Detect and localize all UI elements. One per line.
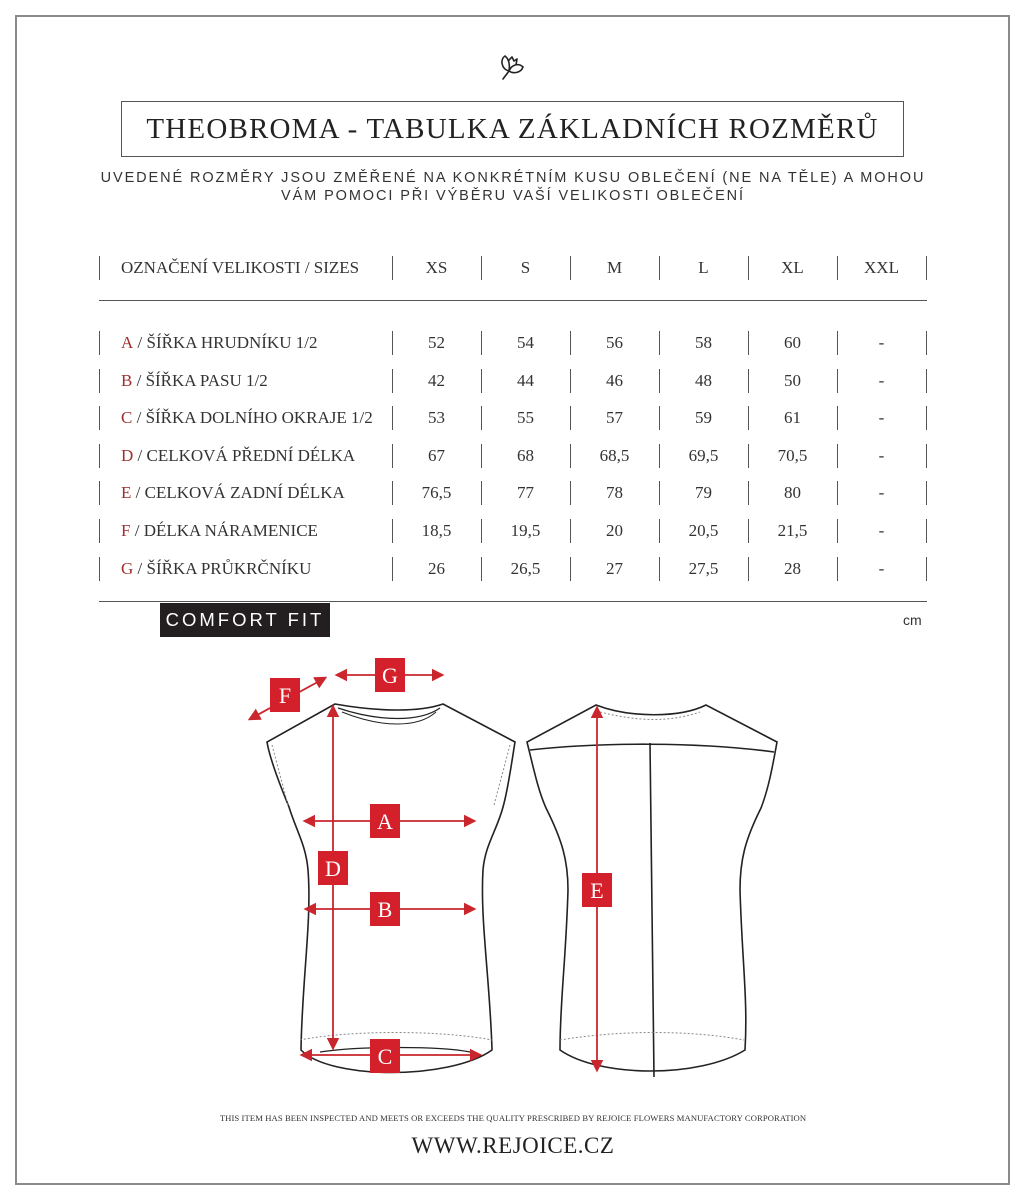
- row-value: 76,5: [421, 483, 452, 503]
- row-value: 60: [784, 333, 801, 352]
- row-value: 53: [428, 408, 445, 428]
- marker-e: [582, 873, 612, 907]
- row-value: 52: [428, 333, 445, 352]
- svg-text:G: G: [382, 663, 398, 688]
- row-label-text: / CELKOVÁ PŘEDNÍ DÉLKA: [133, 445, 356, 465]
- row-value: 27: [606, 558, 623, 578]
- fit-badge: COMFORT FIT: [160, 603, 330, 637]
- marker-d: [318, 851, 348, 885]
- row-label-text: / CELKOVÁ ZADNÍ DÉLKA: [131, 483, 345, 503]
- row-label-text: / DÉLKA NÁRAMENICE: [130, 521, 318, 540]
- row-letter: C: [121, 408, 133, 428]
- size-header-l: L: [698, 258, 709, 277]
- row-letter: F: [121, 521, 131, 540]
- row-letter: D: [121, 445, 134, 465]
- row-value: -: [878, 445, 885, 465]
- unit-label: cm: [903, 612, 922, 628]
- row-value: 55: [517, 408, 534, 428]
- row-value: 78: [606, 483, 623, 503]
- marker-a: [370, 804, 400, 838]
- marker-f: [270, 678, 300, 712]
- row-label-text: / ŠÍŘKA HRUDNÍKU 1/2: [133, 333, 318, 352]
- svg-text:B: B: [377, 897, 393, 922]
- row-value: 68,5: [599, 445, 630, 465]
- row-value: 50: [784, 370, 801, 390]
- row-value: 48: [695, 370, 712, 390]
- row-value: 19,5: [510, 521, 541, 540]
- front-view: [267, 704, 515, 1073]
- row-letter: G: [121, 558, 134, 578]
- row-value: 77: [517, 483, 534, 503]
- row-value: 68: [517, 445, 534, 465]
- row-value: 67: [428, 445, 445, 465]
- row-value: 18,5: [421, 521, 452, 540]
- row-value: 26,5: [510, 558, 541, 578]
- row-label-text: / ŠÍŘKA PRŮKRČNÍKU: [133, 558, 312, 578]
- row-value: 59: [695, 408, 712, 428]
- marker-g: [375, 658, 405, 692]
- size-header-xl: XL: [781, 258, 804, 277]
- size-header-s: S: [520, 258, 531, 277]
- row-value: 56: [606, 333, 623, 352]
- row-value: -: [878, 333, 885, 352]
- svg-text:D: D: [325, 856, 341, 881]
- back-view: [527, 705, 777, 1077]
- size-header-m: M: [606, 258, 623, 277]
- row-value: -: [878, 408, 885, 428]
- row-letter: B: [121, 370, 133, 390]
- row-value: -: [878, 370, 885, 390]
- row-value: 27,5: [688, 558, 719, 578]
- row-letter: A: [121, 333, 134, 352]
- svg-text:A: A: [377, 809, 393, 834]
- subtitle-line-1: UVEDENÉ ROZMĚRY JSOU ZMĚŘENÉ NA KONKRÉTNÍM KUSU OBLEČENÍ (NE NA TĚLE) A MOHOU: [100, 170, 926, 186]
- row-value: 54: [517, 333, 534, 352]
- row-value: -: [878, 483, 885, 503]
- row-value: 46: [606, 370, 623, 390]
- marker-c: [370, 1039, 400, 1073]
- row-label-text: / ŠÍŘKA DOLNÍHO OKRAJE 1/2: [132, 408, 373, 428]
- row-value: -: [878, 558, 885, 578]
- row-value: 28: [784, 558, 801, 578]
- row-value: 20: [606, 521, 623, 540]
- row-value: 80: [784, 483, 801, 503]
- svg-text:F: F: [278, 683, 292, 708]
- row-value: 44: [517, 370, 534, 390]
- row-letter: E: [121, 483, 132, 503]
- row-value: 70,5: [777, 445, 808, 465]
- row-value: 61: [784, 408, 801, 428]
- row-value: 26: [428, 558, 445, 578]
- svg-text:C: C: [377, 1044, 393, 1069]
- row-value: 79: [695, 483, 712, 503]
- row-label-text: / ŠÍŘKA PASU 1/2: [132, 370, 268, 390]
- row-value: 21,5: [777, 521, 808, 540]
- row-value: 42: [428, 370, 445, 390]
- website-link[interactable]: WWW.REJOICE.CZ: [411, 1133, 615, 1158]
- subtitle-line-2: VÁM POMOCI PŘI VÝBĚRU VAŠÍ VELIKOSTI OBLEČENÍ: [281, 188, 745, 204]
- row-value: 69,5: [688, 445, 719, 465]
- row-value: 57: [606, 408, 623, 428]
- row-value: 20,5: [688, 521, 719, 540]
- row-value: 58: [695, 333, 712, 352]
- header-label: OZNAČENÍ VELIKOSTI / SIZES: [121, 258, 360, 277]
- size-header-xxl: XXL: [864, 258, 899, 277]
- svg-text:E: E: [590, 878, 604, 903]
- row-value: -: [878, 521, 885, 540]
- marker-b: [370, 892, 400, 926]
- quality-note: THIS ITEM HAS BEEN INSPECTED AND MEETS OR EXCEEDS THE QUALITY PRESCRIBED BY REJOICE FLOWERS MANUFACTORY CORPORATION: [219, 1113, 807, 1123]
- size-header-xs: XS: [425, 258, 448, 277]
- page-title: THEOBROMA - TABULKA ZÁKLADNÍCH ROZMĚRŮ: [146, 112, 879, 145]
